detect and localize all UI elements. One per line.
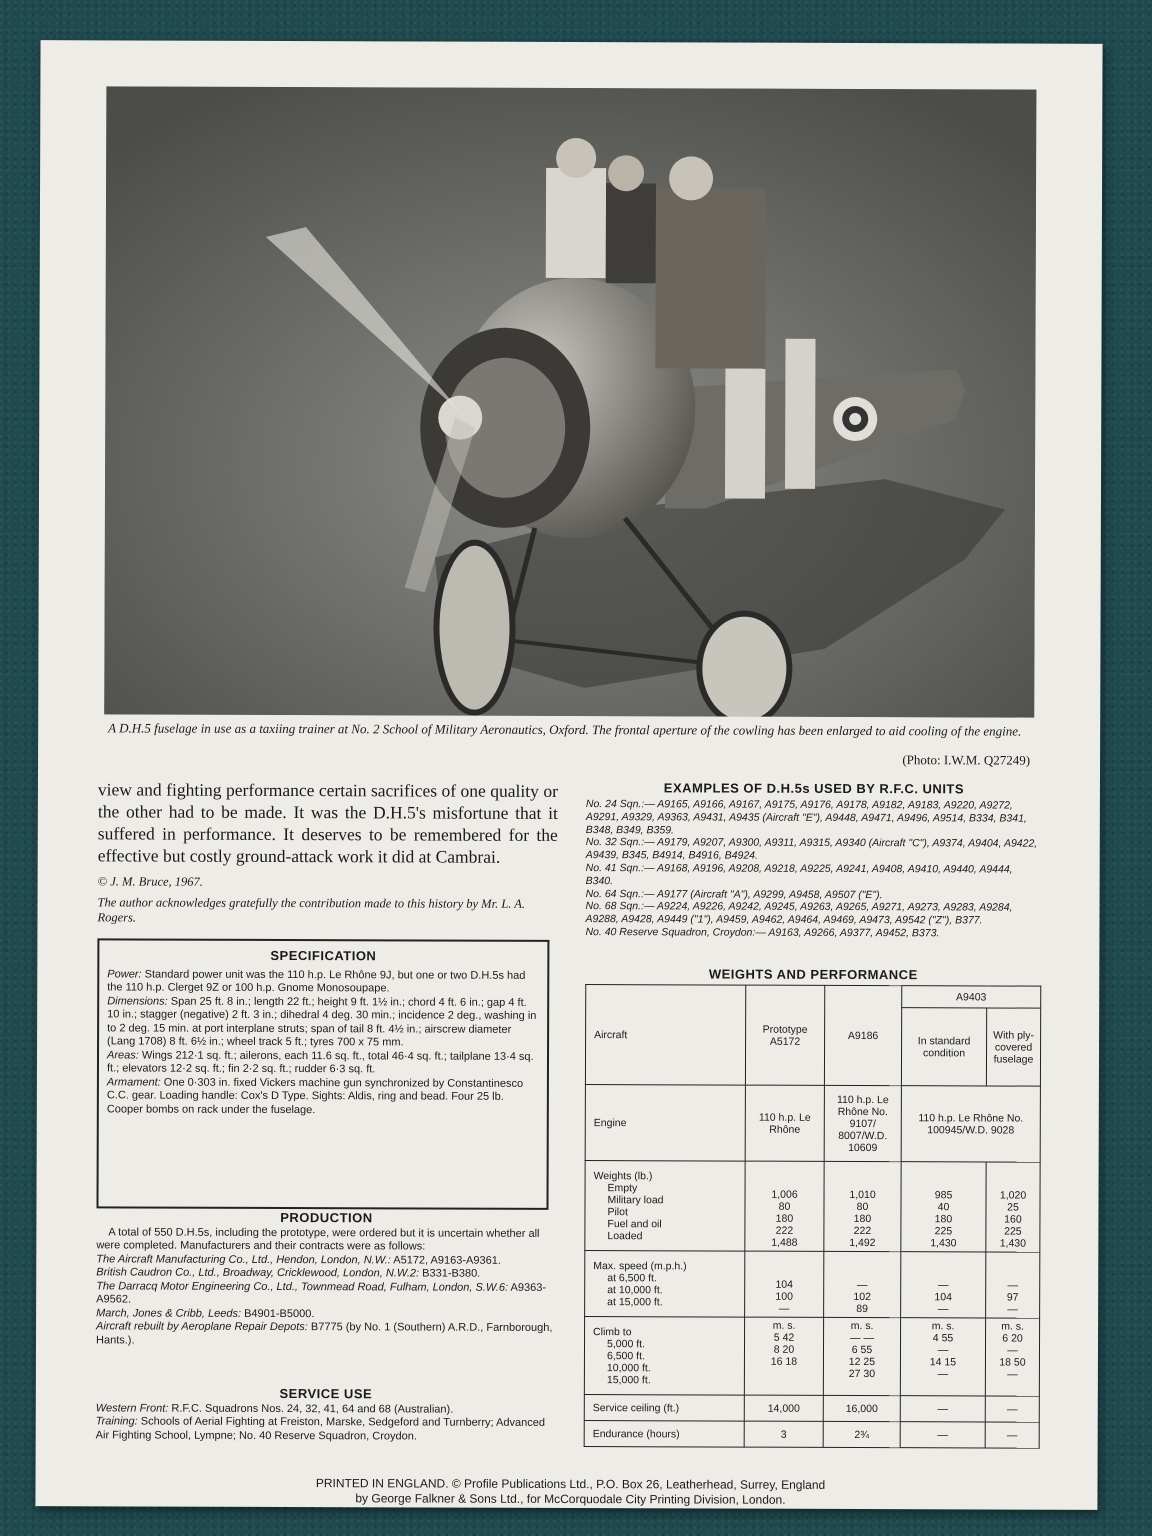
aircraft-photo <box>104 86 1036 717</box>
weights-cell: Weights (lb.) Empty Military load Pilot Fuel and oil Loaded <box>585 1161 745 1252</box>
examples-line: No. 24 Sqn.:— A9165, A9166, A9167, A9175, A9176, A9178, A9182, A9183, A9220, A9272, A9291, A9329, A9363, A9431, A9435 (Aircraft "E"), A9448, A9471, A9496, A9514, B334, B341, B348, B349, B359. <box>585 798 1027 836</box>
endurance-prototype: 3 <box>744 1421 823 1447</box>
photo-credit: (Photo: I.W.M. Q27249) <box>902 752 1031 768</box>
speed-cell: Max. speed (m.p.h.) at 6,500 ft. at 10,000 ft. at 15,000 ft. <box>585 1251 745 1318</box>
dh5-fuselage-illustration <box>104 86 1036 717</box>
speed-ply: — 97 — <box>986 1252 1040 1318</box>
climb-cell: Climb to 5,000 ft. 6,500 ft. 10,000 ft. 15,000 ft. <box>584 1317 744 1396</box>
climb-prototype: m. s. 5 42 8 20 16 18 <box>744 1317 823 1395</box>
ceiling-standard: — <box>900 1396 985 1422</box>
production-intro: A total of 550 D.H.5s, including the prototype, were ordered but it is uncertain whether all were completed. Manufacturers and their contracts were as follows: <box>96 1225 540 1253</box>
copyright-line: © J. M. Bruce, 1967. <box>97 874 203 889</box>
service-training: Training: Schools of Aerial Fighting at Freiston, Marske, Sedgeford and Turnberry; Advanced Air Fighting School, Lympne; No. 40 Reserve Squadron, Croydon. <box>95 1415 545 1442</box>
weights-prototype: 1,006 80 180 222 1,488 <box>745 1161 824 1251</box>
production-section <box>96 1210 556 1349</box>
climb-a9186: m. s. — — 6 55 12 25 27 30 <box>823 1317 900 1395</box>
weights-a9186: 1,010 80 180 222 1,492 <box>824 1161 901 1251</box>
header-standard: In standard condition <box>901 1008 986 1086</box>
examples-section <box>585 780 1042 940</box>
photo-caption: A D.H.5 fuselage in use as a taxiing trainer at No. 2 School of Military Aeronautics, Oxford. The frontal aperture of the cowling has been enlarged to aid cooling of the engine. <box>108 720 1022 739</box>
service-use-section <box>96 1386 556 1444</box>
footer-line-2: by George Falkner & Sons Ltd., for McCorquodale City Printing Division, London. <box>355 1491 786 1507</box>
spec-dimensions: Dimensions: Span 25 ft. 8 in.; length 22 ft.; height 9 ft. 1½ in.; chord 4 ft. 6 in.; gap 4 ft. 10 in.; stagger (negative) 2 ft. 3 in.; dihedral 4 deg. 30 min.; incidence 2 deg., washing in to 2 deg. 15 min. at port interplane struts; span of tail 8 ft. 4½ in.; airscrew diameter (Lang 1708) 8 ft. 6½ in.; wheel track 5 ft.; tyres 700 x 75 mm. <box>107 994 537 1049</box>
production-title: PRODUCTION <box>280 1209 373 1226</box>
spec-areas: Areas: Wings 212·1 sq. ft.; ailerons, each 11.6 sq. ft., total 46·4 sq. ft.; tailplane 13·4 sq. ft.; elevators 12·2 sq. ft.; fin 2·2 sq. ft.; rudder 6·3 sq. ft. <box>106 1048 534 1076</box>
printer-footer <box>75 1475 1065 1508</box>
production-entry: The Aircraft Manufacturing Co., Ltd., Hendon, London, N.W.: A5172, A9163-A9361. <box>96 1252 501 1267</box>
examples-line: No. 64 Sqn.:— A9177 (Aircraft "A"), A9299, A9458, A9507 ("E"). <box>585 887 883 901</box>
endurance-a9186: 2¾ <box>823 1421 900 1447</box>
engine-prototype: 110 h.p. Le Rhône <box>745 1085 824 1161</box>
endurance-standard: — <box>900 1422 985 1448</box>
service-use-title: SERVICE USE <box>279 1385 373 1402</box>
examples-list <box>585 798 1041 940</box>
footer-line-1: PRINTED IN ENGLAND. © Profile Publications Ltd., P.O. Box 26, Leatherhead, Surrey, England <box>315 1476 826 1492</box>
weights-performance-table <box>584 984 1042 1449</box>
ceiling-ply: — <box>985 1396 1039 1422</box>
examples-line: No. 32 Sqn.:— A9179, A9207, A9300, A9311, A9315, A9340 (Aircraft "C"), A9374, A9404, A9422, A9439, B345, B4914, B4916, B4924. <box>585 836 1038 862</box>
specification-box <box>96 938 549 1210</box>
weights-title: WEIGHTS AND PERFORMANCE <box>708 966 918 983</box>
header-aircraft: Aircraft <box>585 985 745 1086</box>
engine-a9403: 110 h.p. Le Rhône No. 100945/W.D. 9028 <box>901 1086 1040 1162</box>
header-a9403: A9403 <box>902 986 1041 1008</box>
examples-line: No. 41 Sqn.:— A9168, A9196, A9208, A9218, A9225, A9241, A9408, A9410, A9440, A9444, B340. <box>585 862 1013 887</box>
examples-line: No. 68 Sqn.:— A9224, A9226, A9242, A9245, A9263, A9265, A9271, A9273, A9283, A9284, A9288, A9428, A9449 ("1"), A9459, A9462, A9464, A9469, A9473, A9542 ("Z"), B377. <box>585 900 1013 927</box>
engine-label: Engine <box>585 1085 745 1162</box>
climb-standard: m. s. 4 55 — 14 15 — <box>900 1318 985 1396</box>
examples-title: EXAMPLES OF D.H.5s USED BY R.F.C. UNITS <box>663 780 965 797</box>
ceiling-label: Service ceiling (ft.) <box>584 1395 744 1422</box>
body-paragraph: view and fighting performance certain sacrifices of one quality or the other had to be made. It was the D.H.5's misfortune that it suffered in performance. It deserves to be remembered for the effective but costly ground-attack work it did at Cambrai. <box>97 779 558 867</box>
spec-power: Power: Standard power unit was the 110 h.p. Le Rhône 9J, but one or two D.H.5s had the 110 h.p. Clerget 9Z or 100 h.p. Gnome Monosoupape. <box>107 967 526 995</box>
ceiling-a9186: 16,000 <box>823 1395 900 1421</box>
spec-armament: Armament: One 0·303 in. fixed Vickers machine gun synchronized by Constantinesco C.C. gear. Loading handle: Cox's D Type. Sights: Aldis, ring and bead. Four 25 lb. Cooper bombs on rack under the fuselage. <box>106 1075 524 1116</box>
production-entry: March, Jones & Cribb, Leeds: B4901-B5000. <box>96 1306 315 1320</box>
header-prototype: Prototype A5172 <box>745 985 824 1085</box>
header-a9186: A9186 <box>824 985 901 1085</box>
header-ply-covered: With ply-covered fuselage <box>986 1008 1040 1086</box>
endurance-label: Endurance (hours) <box>584 1421 744 1448</box>
ceiling-prototype: 14,000 <box>744 1395 823 1421</box>
service-western-front: Western Front: R.F.C. Squadrons Nos. 24, 32, 41, 64 and 68 (Australian). <box>95 1401 454 1416</box>
specification-title: SPECIFICATION <box>270 947 377 964</box>
production-entry: The Darracq Motor Engineering Co., Ltd., Townmead Road, Fulham, London, S.W.6: A9363-A9562. <box>96 1279 547 1306</box>
booklet-page <box>35 40 1102 1510</box>
speed-a9186: — 102 89 <box>824 1251 901 1317</box>
production-entry: British Caudron Co., Ltd., Broadway, Cricklewood, London, N.W.2: B331-B380. <box>96 1266 481 1280</box>
production-entry: Aircraft rebuilt by Aeroplane Repair Depots: B7775 (by No. 1 (Southern) A.R.D., Farnborough, Hants.). <box>96 1320 553 1346</box>
acknowledgement: The author acknowledges gratefully the contribution made to this history by Mr. L. A. Rogers. <box>97 895 526 925</box>
endurance-ply: — <box>985 1422 1039 1448</box>
weights-ply: 1,020 25 160 225 1,430 <box>986 1162 1040 1252</box>
speed-prototype: 104 100 — <box>745 1251 824 1317</box>
speed-standard: — 104 — <box>901 1252 986 1318</box>
weights-standard: 985 40 180 225 1,430 <box>901 1162 986 1252</box>
climb-ply: m. s. 6 20 — 18 50 — <box>985 1318 1039 1396</box>
examples-line: No. 40 Reserve Squadron, Croydon:— A9163, A9266, A9377, A9452, B373. <box>585 926 940 940</box>
engine-a9186: 110 h.p. Le Rhône No. 9107/ 8007/W.D. 10609 <box>824 1085 901 1161</box>
